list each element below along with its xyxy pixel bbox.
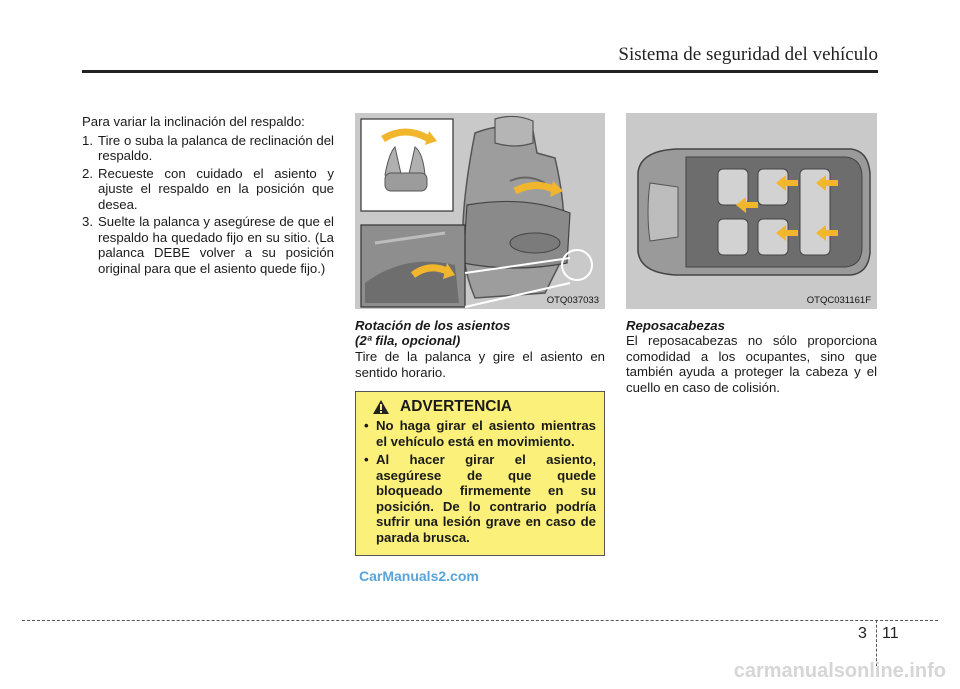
list-item	[82, 133, 334, 164]
bullet-icon: •	[364, 418, 369, 433]
list-item	[364, 452, 596, 545]
seat-rotation-figure	[355, 113, 605, 309]
warning-list	[364, 418, 596, 545]
page-header-title: Sistema de seguridad del vehículo	[618, 44, 878, 65]
chapter-number: 3	[858, 625, 867, 642]
site-watermark: carmanualsonline.info	[733, 660, 946, 682]
headrest-figure	[626, 113, 877, 309]
figure-code: OTQC031161F	[806, 295, 871, 306]
warning-box	[355, 391, 605, 556]
left-column	[82, 114, 334, 278]
warning-header	[372, 399, 596, 415]
step-text: Recueste con cuidado el asiento y ajuste el respaldo en la posición que desea.	[98, 165, 334, 212]
watermark-link[interactable]: CarManuals2.com	[359, 568, 479, 584]
warning-title: ADVERTENCIA	[400, 398, 512, 416]
vehicle-top-view-illustration	[626, 113, 877, 309]
step-number: 3.	[82, 214, 93, 229]
header-rule	[82, 70, 878, 73]
warning-item-text: No haga girar el asiento mientras el vehículo está en movimiento.	[376, 418, 596, 449]
headrest-heading: Reposacabezas	[626, 318, 725, 333]
list-item	[82, 214, 334, 276]
seat-rotation-text: Tire de la palanca y gire el asiento en sentido horario.	[355, 349, 605, 380]
warning-icon	[372, 399, 390, 415]
heading-line: Rotación de los asientos	[355, 318, 511, 333]
step-number: 2.	[82, 165, 93, 181]
list-item	[82, 166, 334, 213]
page-number: 11	[882, 625, 899, 642]
figure-code: OTQ037033	[546, 295, 599, 306]
step-text: Tire o suba la palanca de reclinación del respaldo.	[98, 132, 334, 163]
steps-list	[82, 133, 334, 277]
bullet-icon: •	[364, 452, 369, 467]
heading-line: (2ª fila, opcional)	[355, 333, 461, 348]
seat-rotation-heading	[355, 318, 605, 348]
step-text: Suelte la palanca y asegúrese de que el respaldo ha quedado fijo en su sitio. (La palanca DEBE volver a su posición original para que el asiento quede fijo.)	[98, 214, 334, 276]
warning-item-text: Al hacer girar el asiento, asegúrese de que quede bloqueado firmemente en su posición. De lo contrario podría sufrir una lesión grave en caso de parada brusca.	[376, 452, 596, 545]
headrest-text: El reposacabezas no sólo proporciona comodidad a los ocupantes, sino que también ayuda a proteger la cabeza y el cuello en caso de colisión.	[626, 333, 877, 395]
seat-illustration	[355, 113, 605, 309]
step-number: 1.	[82, 132, 93, 148]
footer-rule	[22, 620, 938, 621]
list-item	[364, 418, 596, 449]
intro-text: Para variar la inclinación del respaldo:	[82, 114, 305, 129]
